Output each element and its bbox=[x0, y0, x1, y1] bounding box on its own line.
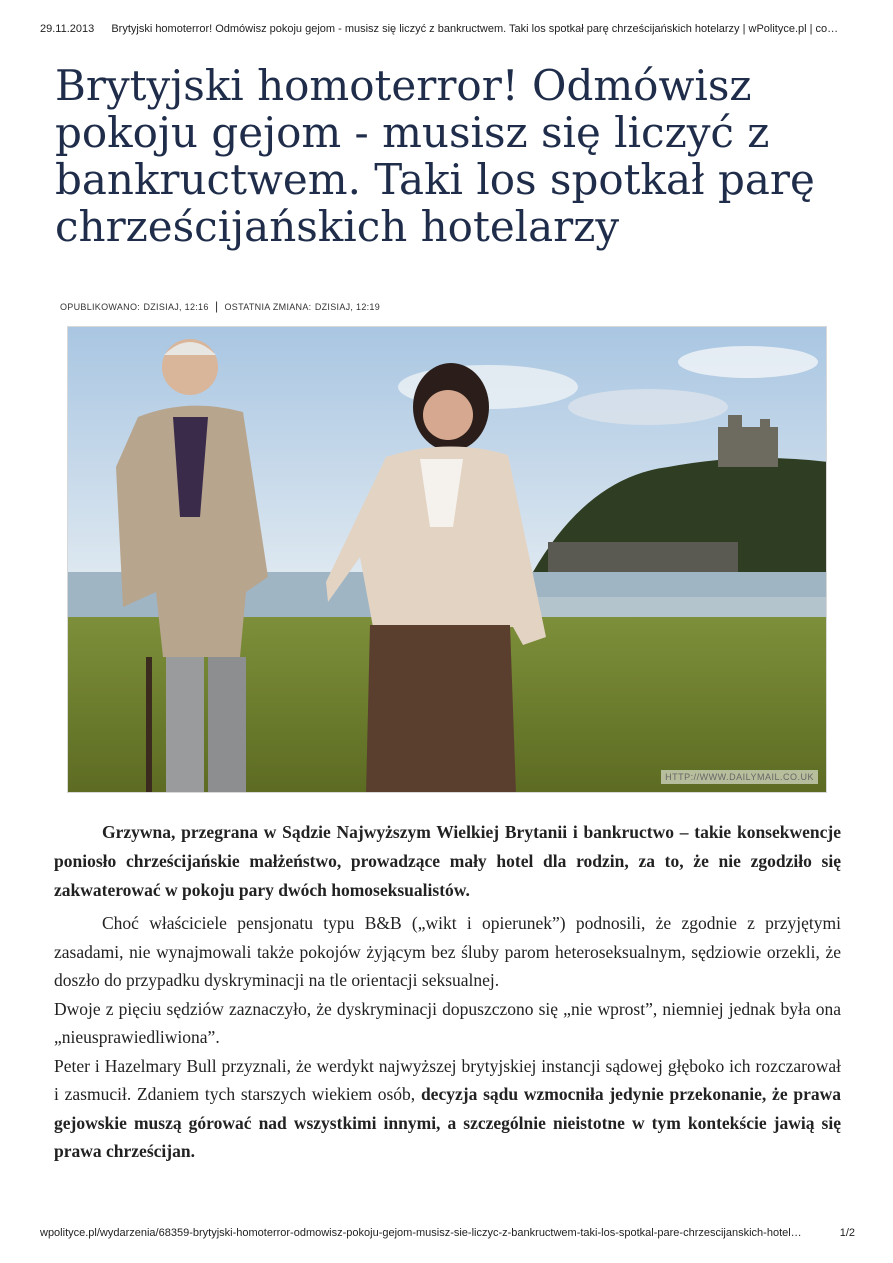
modified-label: OSTATNIA ZMIANA: bbox=[224, 302, 312, 312]
article-meta bbox=[60, 299, 380, 313]
paragraph-bold-text: decyzja sądu wzmocniła jedynie przekonanie, że prawa gejowskie muszą górować nad wszystkimi innymi, a szczególnie nieistotne w tym kontekście jawią się prawa chrześcijan. bbox=[54, 1084, 841, 1161]
article-paragraph: Choć właściciele pensjonatu typu B&B („wikt i opierunek”) podnosili, że zgodnie z przyjętymi zasadami, nie wynajmowali także pokojów żyjącym bez śluby parom heteroseksualnym, sędziowie orzekli, że doszło do przypadku dyskryminacji na tle orientacji seksualnej. bbox=[54, 913, 841, 990]
print-date: 29.11.2013 bbox=[40, 23, 95, 35]
print-header bbox=[40, 23, 860, 35]
published-label: OPUBLIKOWANO: bbox=[60, 302, 141, 312]
published-value: DZISIAJ, 12:16 bbox=[143, 302, 209, 312]
article-paragraph: Dwoje z pięciu sędziów zaznaczyło, że dyskryminacji dopuszczono się „nie wprost”, niemniej jednak była ona „nieusprawiedliwiona”. bbox=[54, 998, 841, 1047]
print-url: wpolityce.pl/wydarzenia/68359-brytyjski-homoterror-odmowisz-pokoju-gejom-musisz-sie-liczyc-z-bankructwem-taki-los-spotkal-pare-chrzescijanskich-hotel… bbox=[40, 1227, 802, 1239]
article-title: Brytyjski homoterror! Odmówisz pokoju gejom - musisz się liczyć z bankructwem. Taki los spotkał parę chrześcijańskich hotelarzy bbox=[55, 61, 815, 251]
page-number: 1/2 bbox=[839, 1227, 855, 1239]
print-page-title: Brytyjski homoterror! Odmówisz pokoju gejom - musisz się liczyć z bankructwem. Taki los spotkał parę chrześcijańskich hotelarzy | wPolityce.pl | co… bbox=[111, 23, 839, 35]
modified-value: DZISIAJ, 12:19 bbox=[314, 302, 381, 312]
article-photo bbox=[67, 326, 827, 793]
photo-couple-seaside bbox=[68, 327, 827, 793]
photo-watermark: HTTP://WWW.DAILYMAIL.CO.UK bbox=[661, 770, 818, 784]
paragraph-text: Peter i Hazelmary Bull przyznali, że werdykt najwyższej brytyjskiej instancji sądowej głęboko ich rozczarował i zasmucił. Zdaniem tych starszych wiekiem osób, bbox=[54, 1055, 841, 1104]
article-body bbox=[54, 818, 841, 1166]
article-lead: Grzywna, przegrana w Sądzie Najwyższym Wielkiej Brytanii i bankructwo – takie konsekwencje poniosło chrześcijańskie małżeństwo, prowadzące mały hotel dla rodzin, za to, że nie zgodziło się zakwaterować w pokoju pary dwóch homoseksualistów. bbox=[54, 822, 841, 900]
print-footer bbox=[40, 1227, 855, 1239]
article-paragraph bbox=[54, 1052, 841, 1166]
meta-separator: | bbox=[215, 299, 219, 313]
